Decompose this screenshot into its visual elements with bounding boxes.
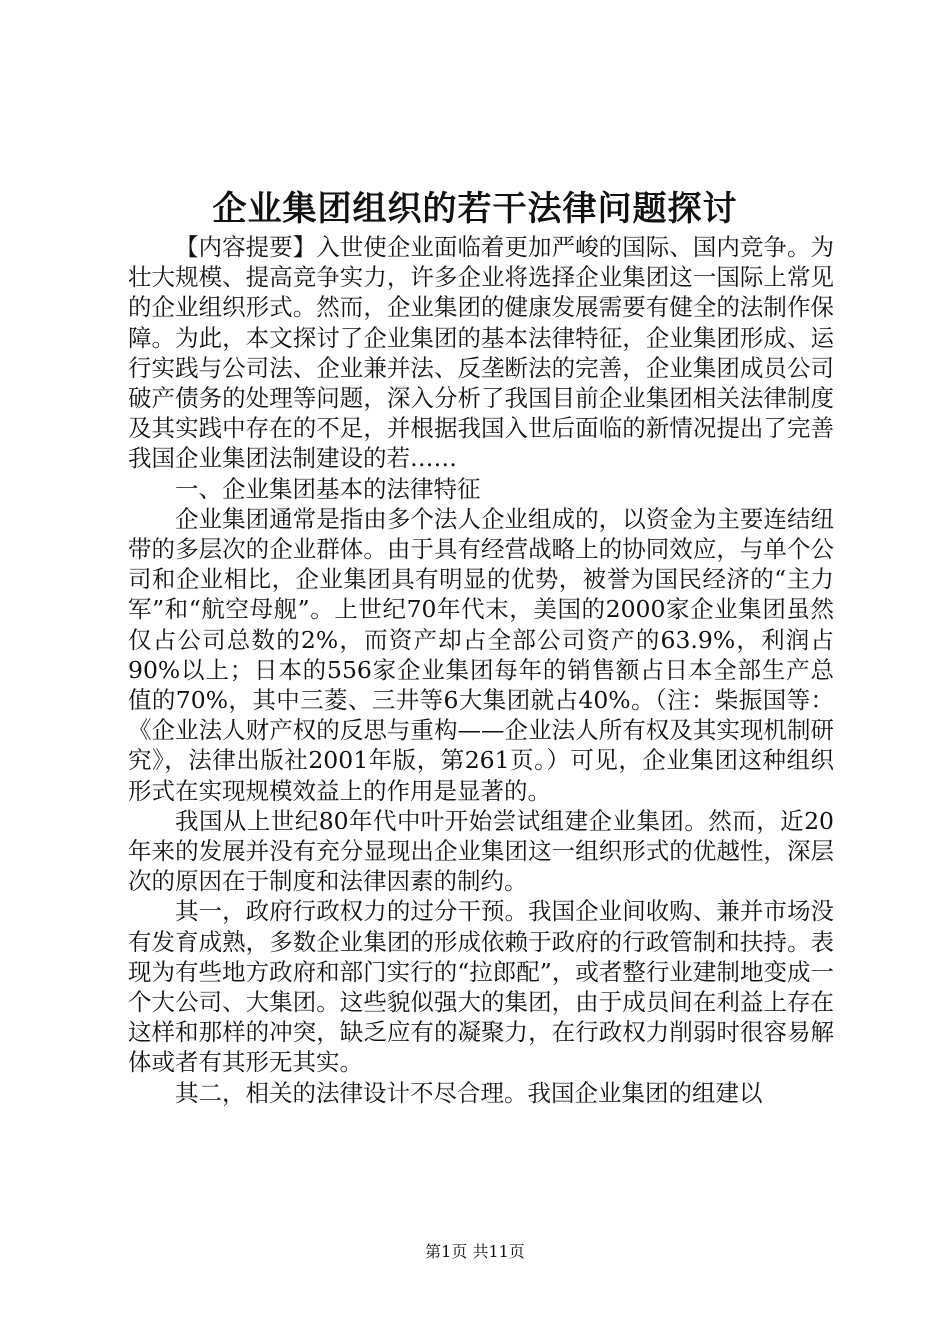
section-heading: 一、企业集团基本的法律特征 (175, 474, 481, 503)
document-title: 企业集团组织的若干法律问题探讨 (212, 189, 738, 229)
body-paragraph: 其二，相关的法律设计不尽合理。我国企业集团的组建以 (175, 1078, 763, 1107)
body-paragraph: 我国从上世纪80年代中叶开始尝试组建企业集团。然而，近20年来的发展并没有充分显现出企业集团这一组织形式的优越性，深层次的原因在于制度和法律因素的制约。 (128, 806, 834, 896)
body-paragraph: 其一，政府行政权力的过分干预。我国企业间收购、兼并市场没有发育成熟，多数企业集团的形成依赖于政府的行政管制和扶持。表现为有些地方政府和部门实行的“拉郎配”，或者整行业建制地变成一个大公司、大集团。这些貌似强大的集团，由于成员间在利益上存在这样和那样的冲突，缺乏应有的凝聚力，在行政权力削弱时很容易解体或者有其形无其实。 (128, 897, 834, 1077)
body-paragraph: 企业集团通常是指由多个法人企业组成的，以资金为主要连结纽带的多层次的企业群体。由于具有经营战略上的协同效应，与单个公司和企业相比，企业集团具有明显的优势，被誉为国民经济的“主力军”和“航空母舰”。上世纪70年代末，美国的2000家企业集团虽然仅占公司总数的2%，而资产却占全部公司资产的63.9%，利润占90%以上；日本的556家企业集团每年的销售额占日本全部生产总值的70%，其中三菱、三井等6大集团就占40%。（注：柴振国等：《企业法人财产权的反思与重构——企业法人所有权及其实现机制研究》，法律出版社2001年版，第261页。）可见，企业集团这种组织形式在实现规模效益上的作用是显著的。 (128, 504, 834, 805)
abstract-paragraph: 【内容提要】入世使企业面临着更加严峻的国际、国内竞争。为壮大规模、提高竞争实力，许多企业将选择企业集团这一国际上常见的企业组织形式。然而，企业集团的健康发展需要有健全的法制作保障。为此，本文探讨了企业集团的基本法律特征，企业集团形成、运行实践与公司法、企业兼并法、反垄断法的完善，企业集团成员公司破产债务的处理等问题，深入分析了我国目前企业集团相关法律制度及其实践中存在的不足，并根据我国入世后面临的新情况提出了完善我国企业集团法制建设的若…… (128, 233, 834, 473)
document-body (128, 232, 834, 1108)
page-number-footer: 第1页 共11页 (425, 1242, 525, 1261)
